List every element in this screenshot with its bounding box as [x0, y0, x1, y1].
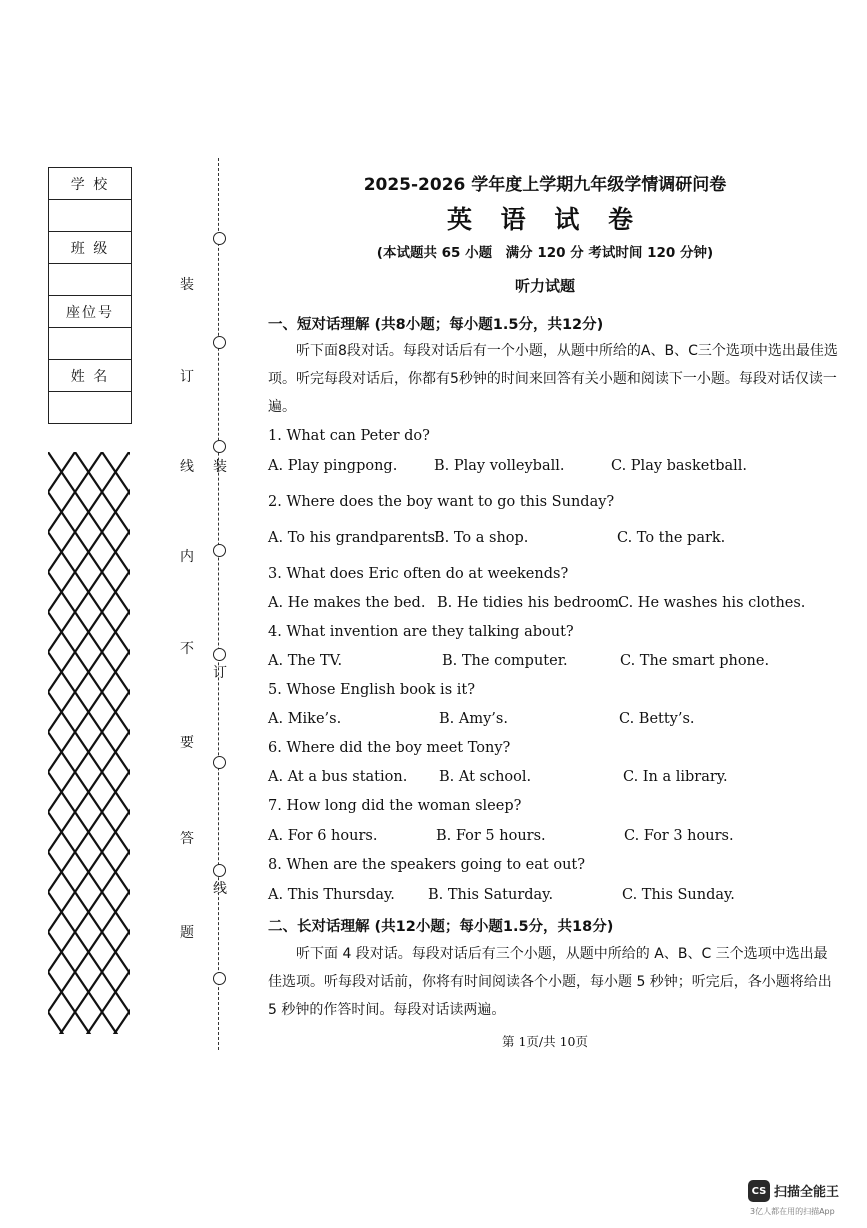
- section2-heading: 二、长对话理解 (共12小题；每小题1.5分，共18分): [268, 919, 614, 935]
- option-b: B. To a shop.: [434, 530, 529, 546]
- binding-hole: [213, 972, 226, 985]
- info-field-school: [49, 200, 131, 232]
- binding-hole: [213, 440, 226, 453]
- question: 2. Where does the boy want to go this Sunday?: [268, 494, 615, 510]
- option-c: C. Play basketball.: [611, 458, 748, 474]
- binding-text: 订: [180, 369, 194, 385]
- section1-instructions: 听下面8段对话。每段对话后有一个小题，从题中所给的A、B、C三个选项中选出最佳选项。听完每段对话后，你都有5秒钟的时间来回答有关小题和阅读下一小题。每段对话仅读一遍。: [268, 343, 838, 415]
- option-a: A. For 6 hours.: [268, 828, 378, 844]
- option-b: B. This Saturday.: [428, 887, 554, 903]
- binding-text: 题: [180, 925, 194, 941]
- option-a: A. Mike’s.: [268, 711, 342, 727]
- exam-title: 2025-2026 学年度上学期九年级学情调研问卷: [363, 175, 727, 195]
- binding-line: [218, 158, 219, 1050]
- option-c: C. To the park.: [617, 530, 726, 546]
- option-b: B. The computer.: [442, 653, 568, 669]
- watermark-name: 扫描全能王: [774, 1185, 840, 1200]
- binding-text-inner: 订: [213, 665, 227, 681]
- binding-text: 线: [180, 459, 194, 475]
- option-b: B. At school.: [439, 769, 532, 785]
- binding-text: 内: [180, 549, 194, 565]
- question: 3. What does Eric often do at weekends?: [268, 566, 569, 582]
- question: 4. What invention are they talking about?: [268, 624, 574, 640]
- binding-text: 答: [180, 831, 194, 847]
- binding-hole: [213, 232, 226, 245]
- option-a: A. The TV.: [268, 653, 343, 669]
- student-info-table: [48, 167, 132, 424]
- part-title: 听力试题: [514, 277, 575, 295]
- page-number: 第 1页/共 10页: [501, 1034, 589, 1049]
- info-label-name: 姓 名: [49, 360, 131, 392]
- option-c: C. This Sunday.: [622, 887, 735, 903]
- binding-text: 装: [180, 277, 194, 293]
- question: 8. When are the speakers going to eat out?: [268, 857, 586, 873]
- binding-hole: [213, 756, 226, 769]
- binding-hole: [213, 336, 226, 349]
- section1-heading: 一、短对话理解 (共8小题；每小题1.5分，共12分): [268, 317, 604, 333]
- lattice-pattern: [48, 452, 130, 1034]
- scanner-watermark: [748, 1180, 858, 1216]
- option-a: A. Play pingpong.: [268, 458, 398, 474]
- binding-text-inner: 装: [213, 459, 227, 475]
- watermark-subtitle: 3亿人都在用的扫描App: [750, 1207, 835, 1216]
- question: 5. Whose English book is it?: [268, 682, 475, 698]
- info-field-seat: [49, 328, 131, 360]
- binding-hole: [213, 544, 226, 557]
- binding-hole: [213, 864, 226, 877]
- info-label-seat: 座位号: [49, 296, 131, 328]
- option-a: A. To his grandparents’.: [268, 530, 445, 546]
- info-label-class: 班 级: [49, 232, 131, 264]
- exam-info: (本试题共 65 小题 满分 120 分 考试时间 120 分钟): [376, 245, 714, 261]
- option-a: A. This Thursday.: [268, 887, 395, 903]
- section2-instructions: 听下面 4 段对话。每段对话后有三个小题，从题中所给的 A、B、C 三个选项中选出最佳选项。听每段对话前，你将有时间阅读各个小题，每小题 5 秒钟；听完后，各小题将给出 5 秒钟的作答时间。每段对话读两遍。: [268, 946, 832, 1018]
- binding-text: 不: [180, 641, 194, 657]
- info-field-name: [49, 392, 131, 424]
- binding-text-inner: 线: [213, 881, 227, 897]
- subject-title: 英 语 试 卷: [446, 205, 644, 234]
- option-c: C. The smart phone.: [620, 653, 770, 669]
- option-c: C. Betty’s.: [619, 711, 695, 727]
- info-field-class: [49, 264, 131, 296]
- option-c: C. For 3 hours.: [624, 828, 734, 844]
- option-b: B. He tidies his bedroom.: [437, 595, 624, 611]
- binding-text: 要: [180, 735, 194, 751]
- info-label-school: 学 校: [49, 168, 131, 200]
- binding-hole: [213, 648, 226, 661]
- option-b: B. For 5 hours.: [436, 828, 546, 844]
- option-b: B. Amy’s.: [439, 711, 508, 727]
- option-a: A. At a bus station.: [268, 769, 408, 785]
- option-a: A. He makes the bed.: [268, 595, 426, 611]
- camscanner-logo-icon: CS: [748, 1180, 770, 1202]
- question: 7. How long did the woman sleep?: [268, 798, 522, 814]
- option-c: C. In a library.: [623, 769, 728, 785]
- question: 1. What can Peter do?: [268, 428, 430, 444]
- option-b: B. Play volleyball.: [434, 458, 565, 474]
- option-c: C. He washes his clothes.: [618, 595, 806, 611]
- question: 6. Where did the boy meet Tony?: [268, 740, 511, 756]
